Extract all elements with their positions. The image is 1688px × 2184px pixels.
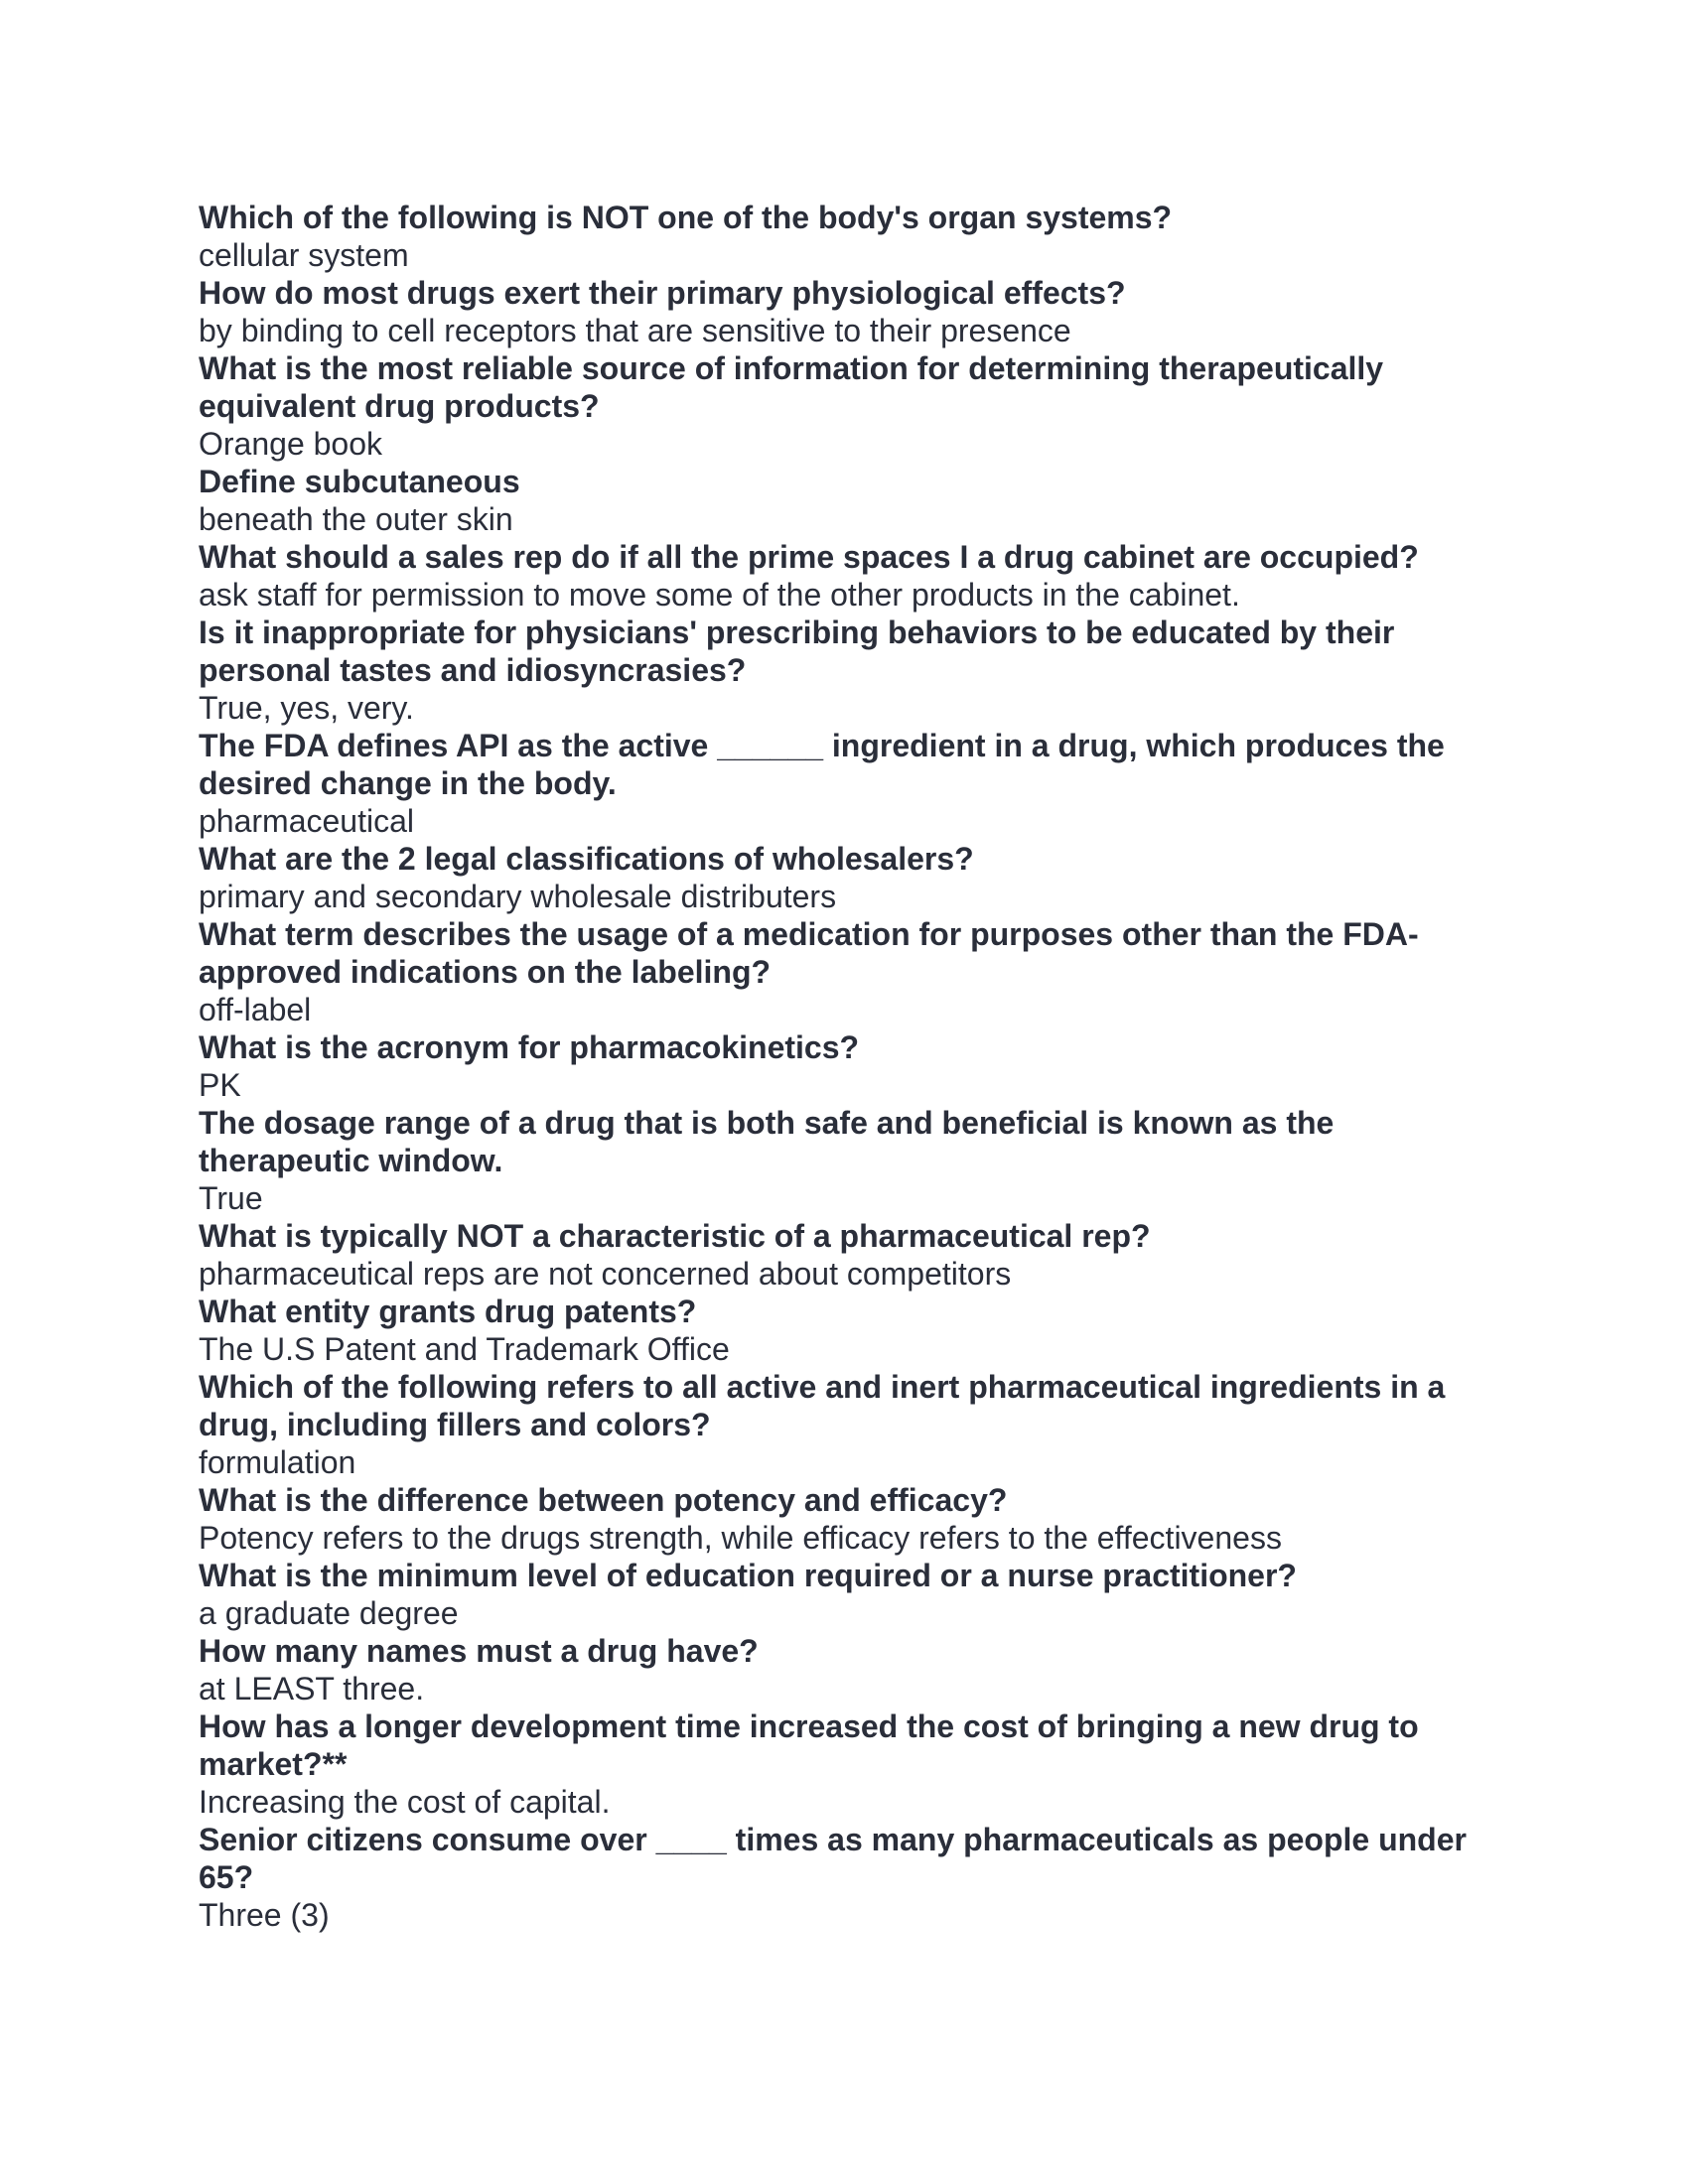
question-text: What is the difference between potency and efficacy? (199, 1482, 1008, 1518)
qa-item (199, 538, 1509, 614)
answer-text: ask staff for permission to move some of the other products in the cabinet. (199, 577, 1240, 613)
answer-text: off-label (199, 992, 312, 1027)
question-text: Which of the following is NOT one of the body's organ systems? (199, 200, 1173, 235)
qa-item (199, 1821, 1509, 1934)
answer-text: primary and secondary wholesale distributers (199, 879, 837, 914)
question-text: How many names must a drug have? (199, 1633, 759, 1669)
qa-item (199, 463, 1509, 538)
question-text: What term describes the usage of a medication for purposes other than the FDA-approved indications on the labeling? (199, 916, 1419, 990)
question-text: What is the acronym for pharmacokinetics? (199, 1029, 860, 1065)
answer-text: True, yes, very. (199, 690, 414, 726)
answer-text: beneath the outer skin (199, 501, 513, 537)
question-text: What is the most reliable source of information for determining therapeutically equivalent drug products? (199, 350, 1384, 424)
qa-item (199, 1481, 1509, 1557)
question-text: Which of the following refers to all active and inert pharmaceutical ingredients in a drug, including fillers and colors? (199, 1369, 1446, 1442)
answer-text: pharmaceutical reps are not concerned about competitors (199, 1256, 1012, 1292)
answer-text: a graduate degree (199, 1595, 459, 1631)
qa-item (199, 1707, 1509, 1821)
qa-item (199, 1217, 1509, 1293)
question-text: Is it inappropriate for physicians' prescribing behaviors to be educated by their personal tastes and idiosyncrasies? (199, 614, 1395, 688)
qa-item (199, 1028, 1509, 1104)
qa-item (199, 1557, 1509, 1632)
answer-text: Orange book (199, 426, 383, 462)
qa-item (199, 274, 1509, 349)
answer-text: by binding to cell receptors that are sensitive to their presence (199, 313, 1071, 348)
qa-item (199, 915, 1509, 1028)
question-text: The FDA defines API as the active ______ ingredient in a drug, which produces the desired change in the body. (199, 728, 1445, 801)
qa-item (199, 727, 1509, 840)
qa-item (199, 1293, 1509, 1368)
answer-text: pharmaceutical (199, 803, 414, 839)
qa-item (199, 1368, 1509, 1481)
answer-text: The U.S Patent and Trademark Office (199, 1331, 730, 1367)
qa-item (199, 199, 1509, 274)
qa-item (199, 840, 1509, 915)
qa-item (199, 614, 1509, 727)
question-text: What are the 2 legal classifications of wholesalers? (199, 841, 974, 877)
question-text: The dosage range of a drug that is both safe and beneficial is known as the therapeutic window. (199, 1105, 1335, 1178)
question-text: Senior citizens consume over ____ times as many pharmaceuticals as people under 65? (199, 1822, 1467, 1895)
question-text: How do most drugs exert their primary physiological effects? (199, 275, 1126, 311)
document-page (199, 199, 1509, 1934)
answer-text: Three (3) (199, 1897, 330, 1933)
qa-item (199, 1104, 1509, 1217)
question-text: What is typically NOT a characteristic of a pharmaceutical rep? (199, 1218, 1151, 1254)
answer-text: formulation (199, 1444, 356, 1480)
answer-text: True (199, 1180, 263, 1216)
answer-text: cellular system (199, 237, 409, 273)
question-text: What is the minimum level of education required or a nurse practitioner? (199, 1558, 1297, 1593)
answer-text: Increasing the cost of capital. (199, 1784, 611, 1820)
question-text: What entity grants drug patents? (199, 1294, 697, 1329)
question-text: How has a longer development time increased the cost of bringing a new drug to market?** (199, 1708, 1419, 1782)
qa-item (199, 1632, 1509, 1707)
question-text: What should a sales rep do if all the prime spaces I a drug cabinet are occupied? (199, 539, 1419, 575)
answer-text: Potency refers to the drugs strength, while efficacy refers to the effectiveness (199, 1520, 1282, 1556)
answer-text: at LEAST three. (199, 1671, 425, 1706)
answer-text: PK (199, 1067, 241, 1103)
question-text: Define subcutaneous (199, 464, 520, 499)
qa-item (199, 349, 1509, 463)
